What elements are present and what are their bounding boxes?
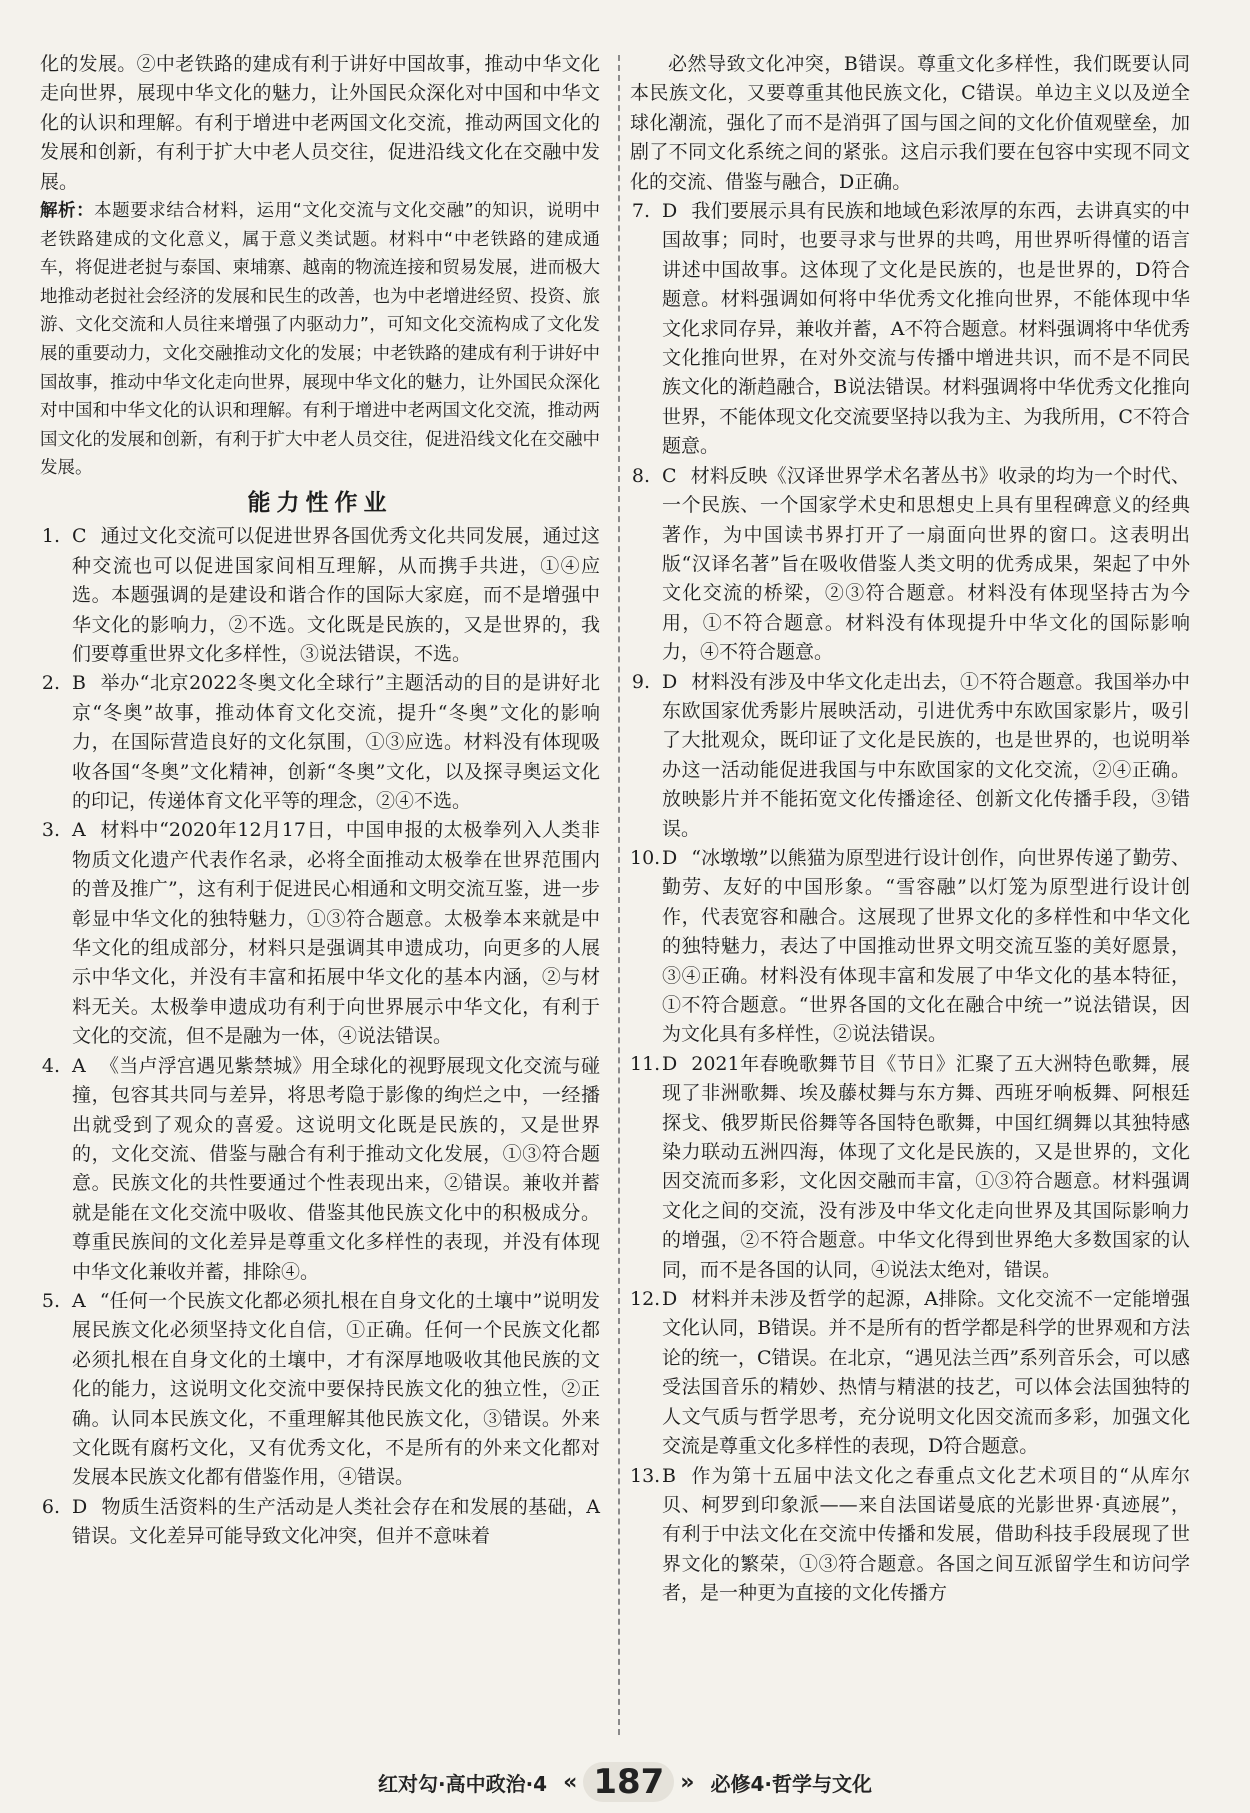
answer-choice: D	[662, 1288, 678, 1311]
answer-item	[40, 1052, 600, 1287]
answer-body	[62, 522, 600, 669]
answer-explanation: 物质生活资料的生产活动是人类社会存在和发展的基础，A错误。文化差异可能导致文化冲突，但并不意味着	[72, 1495, 600, 1548]
answer-number: 7.	[631, 200, 650, 223]
answer-number: 11.	[630, 1052, 661, 1075]
section-heading: 能力性作业	[247, 489, 393, 516]
answer-body	[652, 1050, 1190, 1285]
left-answer-list	[40, 522, 600, 1551]
answer-item	[40, 1287, 600, 1493]
answer-explanation: 通过文化交流可以促进世界各国优秀文化共同发展，通过这种交流也可以促进国家间相互理解，从而携手共进，①④应选。本题强调的是建设和谐合作的国际大家庭，而不是增强中华文化的影响力，②不选。文化既是民族的，又是世界的，我们要尊重世界文化多样性，③说法错误，不选。	[72, 525, 600, 665]
answer-number: 1.	[41, 525, 60, 548]
answer-number: 12.	[630, 1288, 661, 1311]
answer-choice: D	[72, 1495, 88, 1518]
answer-body	[62, 1052, 600, 1287]
answer-item	[630, 1462, 1190, 1609]
page	[40, 50, 1220, 1750]
footer-book-title: 红对勾·高中政治·4	[377, 1771, 548, 1796]
continued-paragraph: 必然导致文化冲突，B错误。尊重文化多样性，我们既要认同本民族文化，又要尊重其他民族文化，C错误。单边主义以及逆全球化潮流，强化了而不是消弭了国与国之间的文化价值观壁垒，加剧了不同文化系统之间的紧张。这启示我们要在包容中实现不同文化的交流、借鉴与融合，D正确。	[630, 53, 1190, 193]
answer-number: 6.	[41, 1495, 60, 1518]
answer-body	[652, 197, 1190, 462]
intro-paragraph: 化的发展。②中老铁路的建成有利于讲好中国故事，推动中华文化走向世界，展现中华文化的魅力，让外国民众深化对中国和中华文化的认识和理解。有利于增进中老两国文化交流，推动两国文化的发展和创新，有利于扩大中老人员交往，促进沿线文化在交融中发展。	[40, 53, 600, 193]
answer-item	[630, 1050, 1190, 1285]
analysis-paragraph	[40, 197, 600, 483]
answer-item	[40, 669, 600, 816]
answer-explanation: 《当卢浮宫遇见紫禁城》用全球化的视野展现文化交流与碰撞，包容其共同与差异，将思考隐于影像的绚烂之中，一经播出就受到了观众的喜爱。这说明文化既是民族的，又是世界的，文化交流、借鉴与融合有利于推动文化发展，①③符合题意。民族文化的共性要通过个性表现出来，②错误。兼收并蓄就是能在文化交流中吸收、借鉴其他民族文化中的积极成分。尊重民族间的文化差异是尊重文化多样性的表现，并没有体现中华文化兼收并蓄，排除④。	[72, 1054, 600, 1283]
answer-number: 13.	[630, 1464, 661, 1487]
footer-volume-title: 必修4·哲学与文化	[710, 1771, 873, 1796]
answer-number: 4.	[41, 1054, 60, 1077]
answer-body	[62, 669, 600, 816]
footer-open-bracket: «	[563, 1769, 578, 1795]
answer-explanation: 材料没有涉及中华文化走出去，①不符合题意。我国举办中东欧国家优秀影片展映活动，引进优秀中东欧国家影片，吸引了大批观众，既印证了文化是民族的，也是世界的，也说明举办这一活动能促进我国与中东欧国家的文化交流，②④正确。放映影片并不能拓宽文化传播途径、创新文化传播手段，③错误。	[662, 670, 1190, 840]
footer-close-bracket: »	[680, 1769, 695, 1795]
right-answer-list	[630, 197, 1190, 1609]
answer-body	[652, 668, 1190, 844]
answer-number: 5.	[41, 1289, 60, 1312]
analysis-label: 解析：	[40, 201, 95, 222]
answer-number: 3.	[41, 819, 60, 842]
answer-body	[652, 1462, 1190, 1609]
left-column	[40, 50, 600, 1552]
answer-body	[652, 462, 1190, 668]
answer-number: 9.	[631, 670, 650, 693]
answer-choice: C	[662, 464, 677, 487]
answer-body	[62, 1287, 600, 1493]
analysis-text: 本题要求结合材料，运用“文化交流与文化交融”的知识，说明中老铁路建成的文化意义，属于意义类试题。材料中“中老铁路的建成通车，将促进老挝与泰国、柬埔寨、越南的物流连接和贸易发展，进而极大地推动老挝社会经济的发展和民生的改善，也为中老增进经贸、投资、旅游、文化交流和人员往来增强了内驱动力”，可知文化交流构成了文化发展的重要动力，文化交融推动文化的发展；中老铁路的建成有利于讲好中国故事，推动中华文化走向世界，展现中华文化的魅力，让外国民众深化对中国和中华文化的认识和理解。有利于增进中老两国文化交流，推动两国文化的发展和创新，有利于扩大中老人员交往，促进沿线文化在交融中发展。	[40, 201, 600, 479]
answer-item	[630, 1285, 1190, 1461]
column-divider	[618, 55, 620, 1735]
answer-explanation: 作为第十五届中法文化之春重点文化艺术项目的“从库尔贝、柯罗到印象派——来自法国诺曼底的光影世界·真迹展”，有利于中法文化在交流中传播和发展，借助科技手段展现了世界文化的繁荣，①③符合题意。各国之间互派留学生和访问学者，是一种更为直接的文化传播方	[662, 1464, 1190, 1605]
answer-item	[40, 816, 600, 1051]
answer-item	[630, 844, 1190, 1050]
answer-explanation: 2021年春晚歌舞节目《节日》汇聚了五大洲特色歌舞，展现了非洲歌舞、埃及藤杖舞与东方舞、西班牙响板舞、阿根廷探戈、俄罗斯民俗舞等各国特色歌舞，中国红绸舞以其独特感染力联动五洲四海，体现了文化是民族的，又是世界的，文化因交流而多彩，文化因交融而丰富，①③符合题意。材料强调文化之间的交流，没有涉及中华文化走向世界及其国际影响力的增强，②不符合题意。中华文化得到世界绝大多数国家的认同，而不是各国的认同，④说法太绝对，错误。	[662, 1052, 1190, 1281]
answer-body	[62, 816, 600, 1051]
answer-explanation: 材料中“2020年12月17日，中国申报的太极拳列入人类非物质文化遗产代表作名录，必将全面推动太极拳在世界范围内的普及推广”，这有利于促进民心相通和文明交流互鉴，进一步彰显中华文化的独特魅力，①③符合题意。太极拳本来就是中华文化的组成部分，材料只是强调其申遗成功，向更多的人展示中华文化，并没有丰富和拓展中华文化的基本内涵，②与材料无关。太极拳申遗成功有利于向世界展示中华文化，有利于文化的交流，但不是融为一体，④说法错误。	[72, 819, 600, 1048]
answer-choice: C	[72, 525, 87, 548]
answer-item	[40, 522, 600, 669]
answer-choice: A	[72, 819, 86, 842]
answer-choice: B	[662, 1464, 676, 1487]
answer-choice: A	[72, 1054, 86, 1077]
answer-choice: D	[662, 846, 678, 869]
answer-item	[630, 197, 1190, 462]
answer-number: 10.	[630, 846, 661, 869]
right-column	[630, 50, 1190, 1609]
answer-number: 8.	[631, 464, 650, 487]
page-footer	[0, 1762, 1250, 1802]
answer-body	[652, 844, 1190, 1050]
answer-explanation: 我们要展示具有民族和地域色彩浓厚的东西，去讲真实的中国故事；同时，也要寻求与世界的共鸣，用世界听得懂的语言讲述中国故事。这体现了文化是民族的，也是世界的，D符合题意。材料强调如何将中华优秀文化推向世界，不能体现中华文化求同存异，兼收并蓄，A不符合题意。材料强调将中华优秀文化推向世界，在对外交流与传播中增进共识，而不是不同民族文化的渐趋融合，B说法错误。材料强调将中华优秀文化推向世界，不能体现文化交流要坚持以我为主、为我所用，C不符合题意。	[662, 200, 1190, 458]
answer-item	[40, 1493, 600, 1552]
answer-explanation: “冰墩墩”以熊猫为原型进行设计创作，向世界传递了勤劳、勤劳、友好的中国形象。“雪容融”以灯笼为原型进行设计创作，代表宽容和融合。这展现了世界文化的多样性和中华文化的独特魅力，表达了中国推动世界文明交流互鉴的美好愿景，③④正确。材料没有体现丰富和发展了中华文化的基本特征，①不符合题意。“世界各国的文化在融合中统一”说法错误，因为文化具有多样性，②说法错误。	[662, 846, 1190, 1046]
answer-body	[62, 1493, 600, 1552]
answer-choice: D	[662, 200, 678, 223]
answer-choice: B	[72, 672, 86, 695]
answer-explanation: 举办“北京2022冬奥文化全球行”主题活动的目的是讲好北京“冬奥”故事，推动体育文化交流，提升“冬奥”文化的影响力，在国际营造良好的文化氛围，①③应选。材料没有体现吸收各国“冬奥”文化精神，创新“冬奥”文化，以及探寻奥运文化的印记，传递体育文化平等的理念，②④不选。	[72, 672, 600, 813]
answer-choice: D	[662, 670, 678, 693]
answer-item	[630, 462, 1190, 668]
answer-explanation: 材料反映《汉译世界学术名著丛书》收录的均为一个时代、一个民族、一个国家学术史和思想史上具有里程碑意义的经典著作，为中国读书界打开了一扇面向世界的窗口。这表明出版“汉译名著”旨在吸收借鉴人类文明的优秀成果，架起了中外文化交流的桥梁，②③符合题意。材料没有体现坚持古为今用，①不符合题意。材料没有体现提升中华文化的国际影响力，④不符合题意。	[662, 464, 1190, 664]
answer-number: 2.	[41, 672, 60, 695]
answer-explanation: 材料并未涉及哲学的起源，A排除。文化交流不一定能增强文化认同，B错误。并不是所有的哲学都是科学的世界观和方法论的统一，C错误。在北京，“遇见法兰西”系列音乐会，可以感受法国音乐的精妙、热情与精湛的技艺，可以体会法国独特的人文气质与哲学思考，充分说明文化因交流而多彩，加强文化交流是尊重文化多样性的表现，D符合题意。	[662, 1288, 1190, 1458]
answer-choice: D	[662, 1052, 678, 1075]
answer-body	[652, 1285, 1190, 1461]
answer-item	[630, 668, 1190, 844]
answer-choice: A	[72, 1289, 86, 1312]
answer-explanation: “任何一个民族文化都必须扎根在自身文化的土壤中”说明发展民族文化必须坚持文化自信，①正确。任何一个民族文化都必须扎根在自身文化的土壤中，才有深厚地吸收其他民族的文化的能力，这说明文化交流中要保持民族文化的独立性，②正确。认同本民族文化，不重理解其他民族文化，③错误。外来文化既有腐朽文化，又有优秀文化，不是所有的外来文化都对发展本民族文化都有借鉴作用，④错误。	[72, 1289, 600, 1489]
page-number: 187	[583, 1762, 674, 1802]
